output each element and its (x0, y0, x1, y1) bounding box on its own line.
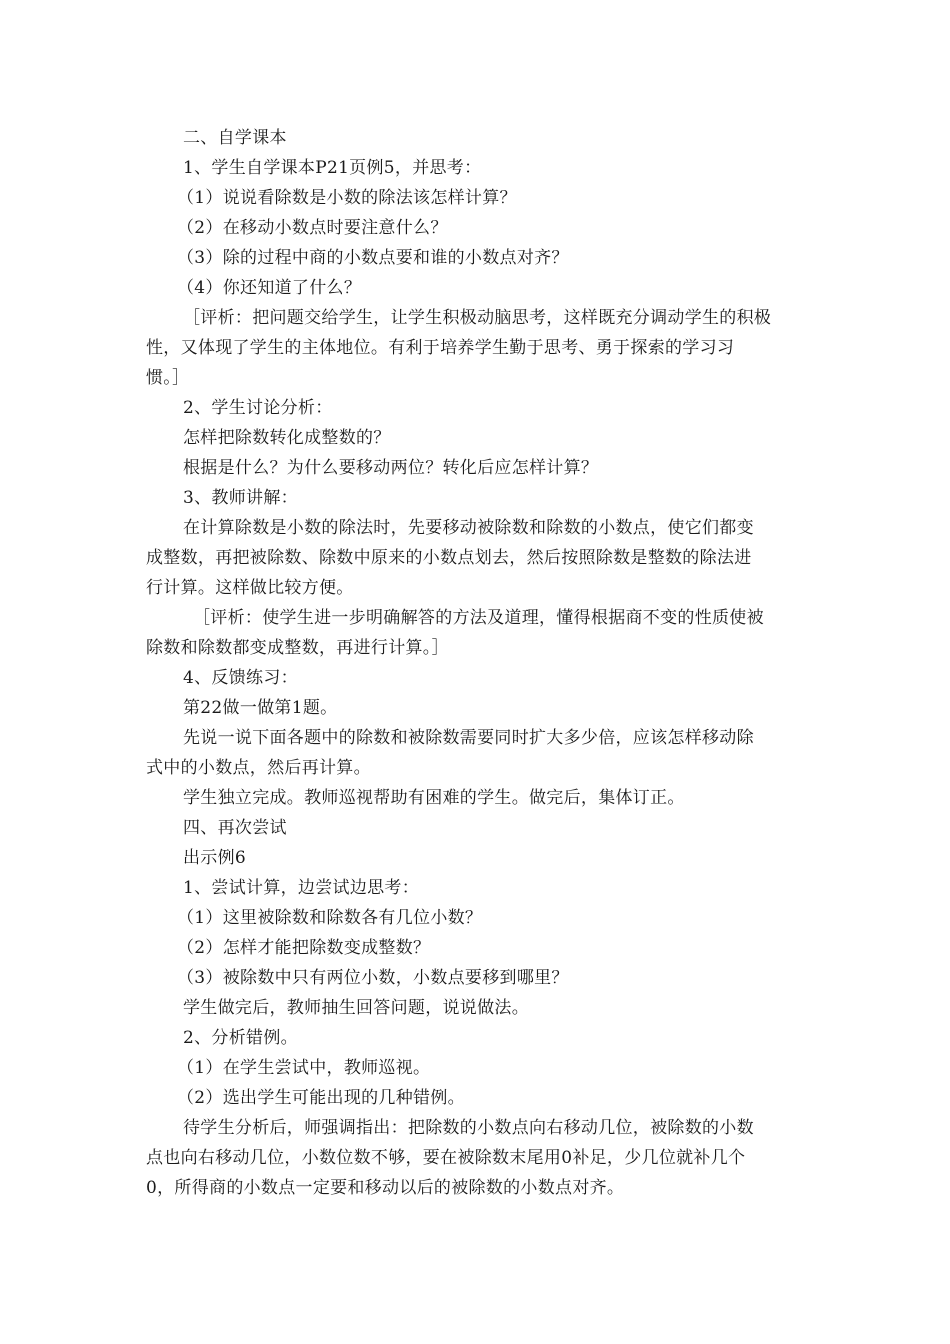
question-item: （1）在学生尝试中，教师巡视。 (177, 1058, 431, 1078)
question-item: （1）说说看除数是小数的除法该怎样计算？ (177, 188, 517, 208)
text-line: 行计算。这样做比较方便。 (146, 578, 354, 598)
text-line: 1、尝试计算，边尝试边思考： (183, 878, 420, 898)
question-item: （4）你还知道了什么？ (177, 278, 362, 298)
section-heading: 四、再次尝试 (183, 818, 287, 838)
text-line: 先说一说下面各题中的除数和被除数需要同时扩大多少倍，应该怎样移动除 (183, 728, 754, 748)
text-line: 学生做完后，教师抽生回答问题，说说做法。 (183, 998, 529, 1018)
text-line: 0，所得商的小数点一定要和移动以后的被除数的小数点对齐。 (146, 1178, 625, 1198)
question-item: （1）这里被除数和除数各有几位小数？ (177, 908, 483, 928)
text-line: 出示例6 (183, 848, 247, 868)
text-line: 性，又体现了学生的主体地位。有利于培养学生勤于思考、勇于探索的学习习 (146, 338, 735, 358)
question-item: （2）在移动小数点时要注意什么？ (177, 218, 448, 238)
text-line: 根据是什么？为什么要移动两位？转化后应怎样计算？ (183, 458, 599, 478)
text-line: 成整数，再把被除数、除数中原来的小数点划去，然后按照除数是整数的除法进 (146, 548, 752, 568)
text-line: 1、学生自学课本P21页例5，并思考： (183, 158, 482, 178)
text-line: 点也向右移动几位，小数位数不够，要在被除数末尾用0补足，少几位就补几个 (146, 1148, 746, 1168)
text-line: 在计算除数是小数的除法时，先要移动被除数和除数的小数点，使它们都变 (183, 518, 754, 538)
text-line: 3、教师讲解： (183, 488, 298, 508)
text-line: 式中的小数点，然后再计算。 (146, 758, 371, 778)
text-line: 惯。］ (146, 368, 190, 388)
question-item: （2）怎样才能把除数变成整数？ (177, 938, 431, 958)
question-item: （3）被除数中只有两位小数，小数点要移到哪里？ (177, 968, 569, 988)
text-line: ［评析：使学生进一步明确解答的方法及道理，懂得根据商不变的性质使被 (193, 608, 764, 628)
text-line: 4、反馈练习： (183, 668, 298, 688)
text-line: 第22做一做第1题。 (183, 698, 338, 718)
text-line: 2、分析错例。 (183, 1028, 298, 1048)
question-item: （3）除的过程中商的小数点要和谁的小数点对齐？ (177, 248, 569, 268)
text-line: 2、学生讨论分析： (183, 398, 333, 418)
section-heading: 二、自学课本 (183, 128, 287, 148)
text-line: ［评析：把问题交给学生，让学生积极动脑思考，这样既充分调动学生的积极 (183, 308, 772, 328)
text-line: 待学生分析后，师强调指出：把除数的小数点向右移动几位，被除数的小数 (183, 1118, 754, 1138)
question-item: （2）选出学生可能出现的几种错例。 (177, 1088, 465, 1108)
text-line: 除数和除数都变成整数，再进行计算。］ (146, 638, 449, 658)
text-line: 学生独立完成。教师巡视帮助有困难的学生。做完后，集体订正。 (183, 788, 685, 808)
text-line: 怎样把除数转化成整数的？ (183, 428, 391, 448)
